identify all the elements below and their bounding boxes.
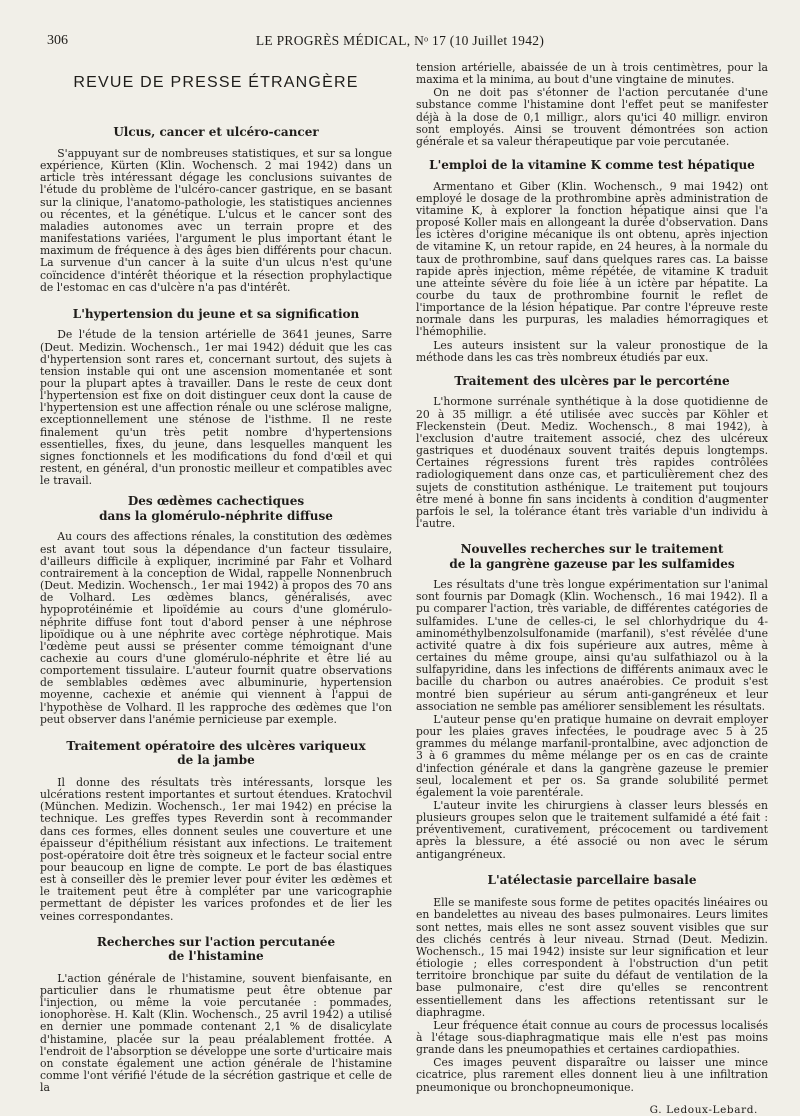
article-paragraph: Au cours des affections rénales, la constitution des œdèmes est avant tout sous la dépendance d'un facteur tissulaire, d'ailleurs difficile à expliquer, incriminé par Fahr et Volhard contrairement à la conception de Widal, rappelle Nonnenbruch (Deut. Medizin. Wochensch., 1er mai 1942) à propos des 70 ans de Volhard. Les œdèmes blancs, généralisés, avec hypoprotéinémie et lipoïdémie au cours d'une glomérulo-néphrite diffuse font tout d'abord penser à une néphrose lipoïdique ou à une néphrite avec cortège néphrotique. Mais l'œdème peut aussi se présenter comme témoignant d'une cachexie au cours d'une glomérulo-néphrite et être lié au comportement tissulaire. L'auteur fournit quatre observations de semblables œdèmes avec albuminurie, hypertension moyenne, cachexie et anémie qui viennent à l'appui de l'hypothèse de Volhard. Il les rapproche des œdèmes que l'on peut observer dans l'anémie pernicieuse par exemple. (40, 530, 392, 726)
article-paragraph: De l'étude de la tension artérielle de 3641 jeunes, Sarre (Deut. Medizin. Wochensch., 1er mai 1942) déduit que les cas d'hypertension sont rares et, concernant surtout, des sujets à tension instable qui ont une ascension momentanée et sont pour la plupart aptes à travailler. Dans le reste de ceux dont l'hypertension est fixe on doit distinguer ceux dont la cause de l'hypertension est une affection rénale ou une sclérose maligne, exceptionnellement une sténose de l'isthme. Il ne reste finalement qu'un très petit nombre d'hypertensions essentielles, fixes, du jeune, dans lesquelles manquent les signes fonctionnels et les modifications du fond d'œil et qui restent, en général, d'un pronostic meilleur et compatibles avec le travail. (40, 328, 392, 488)
article-title-histamine (40, 935, 392, 964)
article-title-hypertension: L'hypertension du jeune et sa signification (72, 306, 360, 321)
title-line: de la gangrène gazeuse par les sulfamides (449, 556, 735, 571)
article-title-atelectasie: L'atélectasie parcellaire basale (487, 872, 697, 887)
article-paragraph: On ne doit pas s'étonner de l'action percutanée d'une substance comme l'histamine dont l'effet peut se manifester déjà à la dose de 0,1 milligr., alors qu'ici 40 milligr. environ sont employés. Ainsi se trouvent démontrées son action générale et sa valeur thérapeutique par voie percutanée. (416, 86, 768, 148)
author-signature: G. Ledoux-Lebard. (649, 1103, 758, 1116)
article-paragraph: Les résultats d'une très longue expérimentation sur l'animal sont fournis par Domagk (Klin. Wochensch., 16 mai 1942). Il a pu comparer l'action, très variable, de différentes catégories de sulfamides. L'une de celles-ci, le sel chlorhydrique du 4-aminométhylbenzolsulfonamide (marfanil), s'est révélée d'une activité quatre à dix fois supérieure aux autres, même à certaines du même groupe, ainsi qu'au sulfathiazol ou à la sulfapyridine, dans les infections de différents animaux avec le bacille du charbon ou autres anaérobies. Ce produit s'est montré bien supérieur au sérum anti-gangréneux et leur association ne semble pas améliorer sensiblement les résultats. (416, 578, 768, 713)
title-line: dans la glomérulo-néphrite diffuse (99, 508, 333, 523)
page-number: 306 (47, 33, 68, 48)
title-line: Traitement opératoire des ulcères variqueux (66, 738, 366, 753)
article-title-ulcus: Ulcus, cancer et ulcéro-cancer (113, 124, 319, 139)
article-paragraph: L'auteur pense qu'en pratique humaine on devrait employer pour les plaies graves infectées, le poudrage avec 5 à 25 grammes du mélange marfanil-prontalbine, avec adjonction de 3 à 6 grammes du même mélange per os en cas de crainte d'infection générale et dans la gangrène gazeuse le premier seul, localement et per os. Sa grande solubilité permet également la voie parentérale. (416, 712, 768, 799)
title-line: de l'histamine (168, 949, 264, 964)
title-line: de la jambe (177, 753, 255, 768)
title-line: Des œdèmes cachectiques (127, 494, 305, 509)
article-paragraph: Il donne des résultats très intéressants, lorsque les ulcérations restent importantes et surtout étendues. Kratochvil (München. Medizin. Wochensch., 1er mai 1942) en précise la technique. Les greffes types Reverdin sont à recommander dans ces formes, elles donnent seules une couverture et une épaisseur d'épithélium résistant aux infections. Le traitement post-opératoire doit être très soigneux et le facteur social entre pour beaucoup en ligne de compte. Le port de bas élastiques est à conseiller dès le premier lever pour éviter les œdèmes et le traitement peut être à compléter par une varicographie permettant de dépister les varices profondes et de lier les veines correspondantes. (40, 775, 392, 923)
title-line: Recherches sur l'action percutanée (96, 934, 336, 949)
article-paragraph: S'appuyant sur de nombreuses statistiques, et sur sa longue expérience, Kürten (Klin. Wochensch. 2 mai 1942) dans un article très intéressant dégage les conclusions suivantes de l'étude du problème de l'ulcéro-cancer gastrique, en se basant sur la clinique, l'anatomo-pathologie, les statistiques anciennes ou récentes, et la génétique. L'ulcus et le cancer sont des maladies autonomes avec un terrain propre et des manifestations variées, l'argument le plus important étant le maximum de fréquence à des âges bien différents pour chacun. La survenue d'un cancer à la suite d'un ulcus n'est qu'une coïncidence d'intérêt théorique et la résection prophylactique de l'estomac en cas d'ulcère n'a pas d'intérêt. (40, 147, 392, 294)
section-title: REVUE DE PRESSE ÉTRANGÈRE (73, 74, 359, 91)
article-paragraph: Ces images peuvent disparaître ou laisser une mince cicatrice, plus rarement elles donnent lieu à une infiltration pneumonique ou bronchopneumonique. (416, 1056, 768, 1094)
article-title-gangrene (416, 542, 768, 571)
article-paragraph: Les auteurs insistent sur la valeur pronostique de la méthode dans les cas très nombreux étudiés par eux. (416, 338, 768, 364)
article-title-vitamine-k: L'emploi de la vitamine K comme test hépatique (429, 158, 755, 173)
article-title-ulceres-variqueux (40, 739, 392, 768)
article-paragraph-continued: tension artérielle, abaissée de un à trois centimètres, pour la maxima et la minima, au bout d'une vingtaine de minutes. (416, 61, 768, 87)
article-paragraph: Armentano et Giber (Klin. Wochensch., 9 mai 1942) ont employé le dosage de la prothrombine après administration de vitamine K, à explorer la fonction hépatique ainsi que l'a proposé Koller mais en allongeant la durée d'observation. Dans les ictères d'origine mécanique ils ont obtenu, après injection de vitamine K, un retour rapide, en 24 heures, à la normale du taux de prothrombine, sauf dans quelques rares cas. La baisse rapide après injection, même répétée, de vitamine K traduit une atteinte sévère du foie liée à un ictère par hépatite. La courbe du taux de prothrombine fournit le reflet de l'importance de la lésion hépatique. Par contre l'épreuve reste normale dans les purpuras, les maladies hémorragiques et l'hémophilie. (416, 179, 768, 339)
article-paragraph: Elle se manifeste sous forme de petites opacités linéaires ou en bandelettes au niveau des bases pulmonaires. Leurs limites sont nettes, mais elles ne sont assez souvent visibles que sur des clichés centrés à leur niveau. Strnad (Deut. Medizin. Wochensch., 15 mai 1942) insiste sur leur signification et leur étiologie ; elles correspondent à l'obstruction d'un petit territoire bronchique par suite du défaut de ventilation de la base pulmonaire, c'est dire qu'elles se rencontrent essentiellement dans les affections retentissant sur le diaphragme. (416, 896, 768, 1019)
right-column (416, 62, 768, 1116)
running-title: LE PROGRÈS MÉDICAL, Nᵒ 17 (10 Juillet 1942) (255, 33, 545, 48)
article-paragraph: Leur fréquence était connue au cours de processus localisés à l'étage sous-diaphragmatique mais elle n'est pas moins grande dans les pneumopathies et certaines cardiopathies. (416, 1018, 768, 1057)
article-paragraph: L'auteur invite les chirurgiens à classer leurs blessés en plusieurs groupes selon que le traitement sulfamidé a été fait : préventivement, curativement, précocement ou tardivement après la blessure, a été associé ou non avec le sérum antigangréneux. (416, 798, 768, 861)
article-title-oedemes (40, 494, 392, 523)
article-paragraph: L'hormone surrénale synthétique à la dose quotidienne de 20 à 35 milligr. a été utilisée avec succès par Köhler et Fleckenstein (Deut. Mediz. Wochensch., 8 mai 1942), à l'exclusion d'autre traitement associé, chez des ulcéreux gastriques et duodénaux souvent traités depuis longtemps. Certaines régressions furent très rapides contrôlées radiologiquement dans onze cas, et particulièrement chez des sujets de constitution asthénique. Le traitement put toujours être mené à bonne fin sans incidents à condition d'augmenter parfois le sel, la tolérance étant très variable d'un individu à l'autre. (416, 395, 768, 530)
title-line: Nouvelles recherches sur le traitement (460, 542, 724, 557)
article-paragraph: L'action générale de l'histamine, souvent bienfaisante, en particulier dans le rhumatisme peut être obtenue par l'injection, ou même la voie percutanée : pommades, ionophorèse. H. Kalt (Klin. Wochensch., 25 avril 1942) a utilisé en dernier une pommade contenant 2,1 % de disalicylate d'histamine, placée sur la peau préalablement frottée. A l'endroit de l'absorption se développe une sorte d'urticaire mais on constate également une action générale de l'histamine comme l'ont vérifié l'étude de la sécrétion gastrique et celle de la (40, 971, 392, 1095)
article-title-percortene: Traitement des ulcères par le percorténe (454, 373, 730, 388)
left-column (40, 62, 392, 1094)
